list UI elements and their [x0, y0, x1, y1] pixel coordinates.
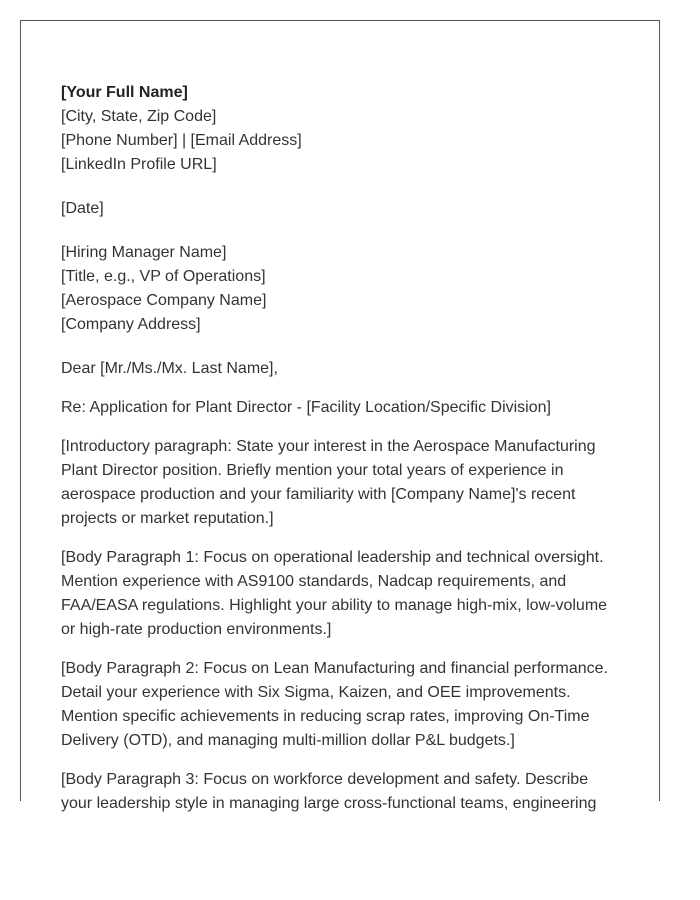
sender-linkedin: [LinkedIn Profile URL] [61, 156, 217, 173]
sender-city: [City, State, Zip Code] [61, 108, 217, 125]
recipient-block [61, 241, 621, 337]
sender-contact: [Phone Number] | [Email Address] [61, 132, 302, 149]
body-paragraph-3: [Body Paragraph 3: Focus on workforce development and safety. Describe your leadership style in managing large cross-functional teams, engineering [61, 771, 597, 812]
salutation: Dear [Mr./Ms./Mx. Last Name], [61, 360, 278, 377]
letter-content [61, 81, 621, 831]
intro-paragraph: [Introductory paragraph: State your interest in the Aerospace Manufacturing Plant Director position. Briefly mention your total years of experience in aerospace production and your familiarity with [Company Name]'s recent projects or market reputation.] [61, 438, 596, 527]
sender-name: [Your Full Name] [61, 84, 188, 101]
sender-block [61, 81, 621, 177]
letter-date: [Date] [61, 200, 104, 217]
recipient-name: [Hiring Manager Name] [61, 244, 227, 261]
document-page [20, 20, 660, 812]
body-paragraph-1: [Body Paragraph 1: Focus on operational leadership and technical oversight. Mention experience with AS9100 standards, Nadcap requirements, and FAA/EASA regulations. Highlight your ability to manage high-mix, low-volume or high-rate production environments.] [61, 549, 608, 638]
body-paragraph-2: [Body Paragraph 2: Focus on Lean Manufacturing and financial performance. Detail your experience with Six Sigma, Kaizen, and OEE improvements. Mention specific achievements in reducing scrap rates, improving On-Time Delivery (OTD), and managing multi-million dollar P&L budgets.] [61, 660, 608, 749]
recipient-company: [Aerospace Company Name] [61, 292, 267, 309]
recipient-title: [Title, e.g., VP of Operations] [61, 268, 266, 285]
recipient-address: [Company Address] [61, 316, 201, 333]
date-block [61, 197, 621, 221]
subject-line: Re: Application for Plant Director - [Facility Location/Specific Division] [61, 399, 551, 416]
